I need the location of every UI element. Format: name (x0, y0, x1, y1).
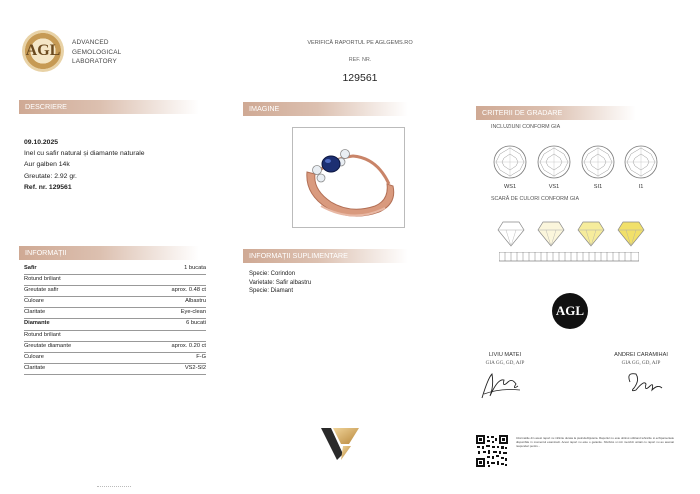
lab-name-line: GEMOLOGICAL (72, 48, 122, 56)
section-header-imagine: IMAGINE (243, 102, 408, 116)
supplementary-line: Varietate: Safir albastru (249, 279, 312, 286)
info-row-value: Albastru (185, 298, 206, 305)
ring-image (293, 128, 404, 227)
info-row-key: Rotund briliant (24, 276, 61, 283)
diamond-color-icon (496, 218, 526, 248)
section-header-informatii: INFORMAȚII (19, 246, 199, 260)
lab-logo-icon (22, 30, 64, 72)
supplementary-block (249, 270, 311, 296)
section-header-descriere: DESCRIERE (19, 100, 199, 114)
diamond-color-icon (536, 218, 566, 248)
section-header-informatii-suplimentare: INFORMAȚII SUPLIMENTARE (243, 249, 408, 263)
info-row-value: aprox. 0.48 ct (171, 287, 206, 294)
ref-value: 129561 (342, 72, 378, 84)
lab-seal-icon (552, 293, 588, 329)
info-row (24, 342, 206, 353)
info-row-value: F-G (196, 353, 206, 360)
lab-name-line: LABORATORY (72, 58, 117, 65)
color-scale-title: SCARĂ DE CULORI CONFORM GIA (491, 196, 579, 202)
description-block (24, 137, 145, 193)
info-row-key: Greutate safir (24, 287, 59, 294)
info-row-key: Culoare (24, 298, 44, 305)
info-row-value: 1 bucata (184, 265, 206, 271)
section-header-criterii: CRITERII DE GRADARE (476, 106, 636, 120)
info-row-value: aprox. 0.20 ct (171, 342, 206, 349)
info-row (24, 286, 206, 297)
description-line: Greutate: 2.92 gr. (24, 172, 77, 180)
diamond-clarity-icon (623, 144, 659, 180)
verify-text: VERIFICĂ RAPORTUL PE AGLGEMS.RO (307, 40, 413, 46)
clarity-grade-label: I1 (638, 184, 644, 190)
info-row (24, 319, 206, 330)
signature-icon (622, 366, 666, 400)
clarity-grade-label: WS1 (503, 184, 517, 190)
info-row (24, 331, 206, 342)
info-table (24, 264, 206, 375)
diamond-clarity-icon (536, 144, 572, 180)
clarity-grade-label: VS1 (548, 184, 560, 190)
info-row (24, 297, 206, 308)
info-row-key: Diamante (24, 320, 50, 327)
info-row-key: Claritate (24, 364, 46, 371)
info-row (24, 364, 206, 375)
info-row-value: 6 bucati (186, 320, 206, 327)
lab-name-line: ADVANCED (72, 39, 109, 46)
info-row-key: Greutate diamante (24, 342, 72, 349)
signatory-title: GIA GG, GD, AJP (621, 360, 661, 366)
info-row-value: VS2-SI2 (184, 364, 206, 371)
inclusions-title: INCLUZIUNI CONFORM GIA (491, 124, 561, 130)
brand-logo-icon (319, 424, 361, 462)
color-scale-bar (499, 252, 639, 266)
info-row-key: Culoare (24, 353, 44, 360)
info-row-value: Eye-clean (180, 309, 206, 316)
ring-photo (292, 127, 405, 228)
info-row (24, 353, 206, 364)
info-row (24, 275, 206, 286)
footer-line (97, 486, 131, 488)
signatory-name: ANDREI CARAMIHAI (614, 352, 668, 358)
diamond-clarity-icon (492, 144, 528, 180)
info-row (24, 308, 206, 319)
signatory-title: GIA GG, GD, AJP (485, 360, 525, 366)
lab-seal-monogram: AGL (555, 303, 585, 318)
description-line: Inel cu safir natural și diamante naturale (24, 150, 145, 158)
diamond-clarity-icon (580, 144, 616, 180)
description-line: Aur galben 14k (24, 161, 70, 169)
qr-code-icon (475, 434, 509, 468)
info-row (24, 264, 206, 275)
info-row-key: Claritate (24, 309, 46, 316)
diamond-color-icon (576, 218, 606, 248)
signature-icon (478, 368, 522, 402)
disclaimer-text: Informatiile din acest raport nu infiintie durata la pietruile/bijuteria. Raportul nu este obtinut utilizand tehnicile si echipamentele disponibile in momentul examinarii. Acest raport nu este o garantie. NG/AGL si nici membrii unitati cu raport nu au asumat raspunderi pentru... (516, 436, 674, 448)
ref-label: REF. NR. (348, 57, 372, 63)
info-row-key: Safir (24, 265, 37, 271)
diamond-color-icon (616, 218, 646, 248)
lab-logo-monogram: AGL (25, 42, 61, 59)
description-ref: Ref. nr. 129561 (24, 183, 72, 191)
info-row-key: Rotund briliant (24, 331, 61, 338)
clarity-grade-label: SI1 (593, 184, 603, 190)
signatory-name: LIVIU MATEI (488, 352, 522, 358)
lab-name (72, 38, 121, 67)
description-date: 09.10.2025 (24, 139, 59, 146)
supplementary-line: Specie: Corindon (249, 271, 296, 277)
supplementary-line: Specie: Diamant (249, 288, 294, 295)
